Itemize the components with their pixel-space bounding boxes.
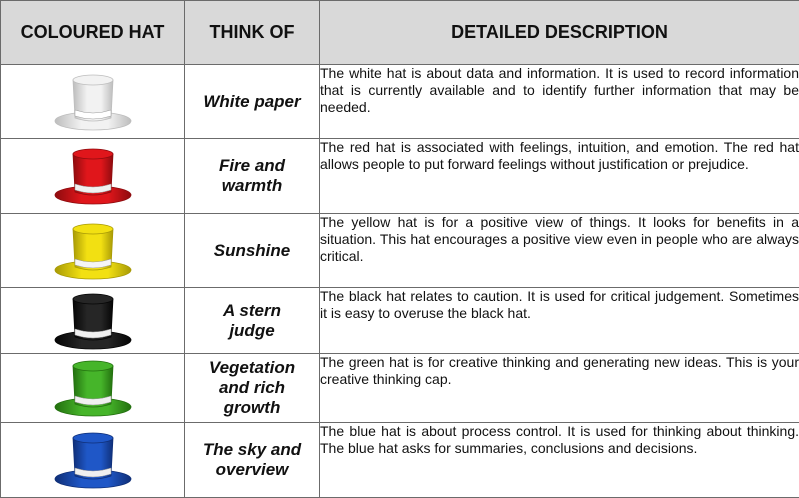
think-of-text: growth [185, 398, 319, 418]
hat-cell [1, 65, 185, 139]
hat-cell [1, 288, 185, 354]
header-detailed-description: DETAILED DESCRIPTION [320, 1, 799, 65]
table-row [1, 288, 799, 354]
think-of-text: judge [185, 321, 319, 341]
think-of-cell [185, 354, 320, 423]
think-of-cell [185, 65, 320, 139]
description-cell: The black hat relates to caution. It is used for critical judgement. Sometimes it is easy to overuse the black hat. [320, 288, 799, 354]
think-of-cell [185, 423, 320, 498]
hat-cell [1, 354, 185, 423]
description-cell: The green hat is for creative thinking and generating new ideas. This is your creative thinking cap. [320, 354, 799, 423]
hat-cell [1, 423, 185, 498]
description-cell: The red hat is associated with feelings, intuition, and emotion. The red hat allows people to put forward feelings without justification or prejudice. [320, 139, 799, 214]
table-row [1, 65, 799, 139]
blue-top-hat-icon [51, 429, 135, 491]
white-top-hat-icon [51, 71, 135, 133]
header-row [1, 1, 799, 65]
description-cell: The white hat is about data and information. It is used to record information that is currently available and to identify further information that may be needed. [320, 65, 799, 139]
think-of-cell [185, 214, 320, 288]
green-top-hat-icon [51, 357, 135, 419]
think-of-text: A stern [185, 301, 319, 321]
description-cell: The yellow hat is for a positive view of things. It looks for benefits in a situation. This hat encourages a positive view even in people who are always critical. [320, 214, 799, 288]
think-of-text: overview [185, 460, 319, 480]
hat-cell [1, 139, 185, 214]
think-of-text: White paper [185, 92, 319, 112]
think-of-text: and rich [185, 378, 319, 398]
header-think-of: THINK OF [185, 1, 320, 65]
hat-rows [1, 65, 799, 498]
yellow-top-hat-icon [51, 220, 135, 282]
description-cell: The blue hat is about process control. It is used for thinking about thinking. The blue hat asks for summaries, conclusions and decisions. [320, 423, 799, 498]
think-of-text: Fire and [185, 156, 319, 176]
think-of-text: The sky and [185, 440, 319, 460]
table-row [1, 423, 799, 498]
think-of-cell [185, 288, 320, 354]
think-of-text: warmth [185, 176, 319, 196]
header-coloured-hat: COLOURED HAT [1, 1, 185, 65]
hat-cell [1, 214, 185, 288]
table-row [1, 139, 799, 214]
red-top-hat-icon [51, 145, 135, 207]
black-top-hat-icon [51, 290, 135, 352]
think-of-text: Vegetation [185, 358, 319, 378]
table-row [1, 214, 799, 288]
think-of-text: Sunshine [185, 241, 319, 261]
table-row [1, 354, 799, 423]
think-of-cell [185, 139, 320, 214]
